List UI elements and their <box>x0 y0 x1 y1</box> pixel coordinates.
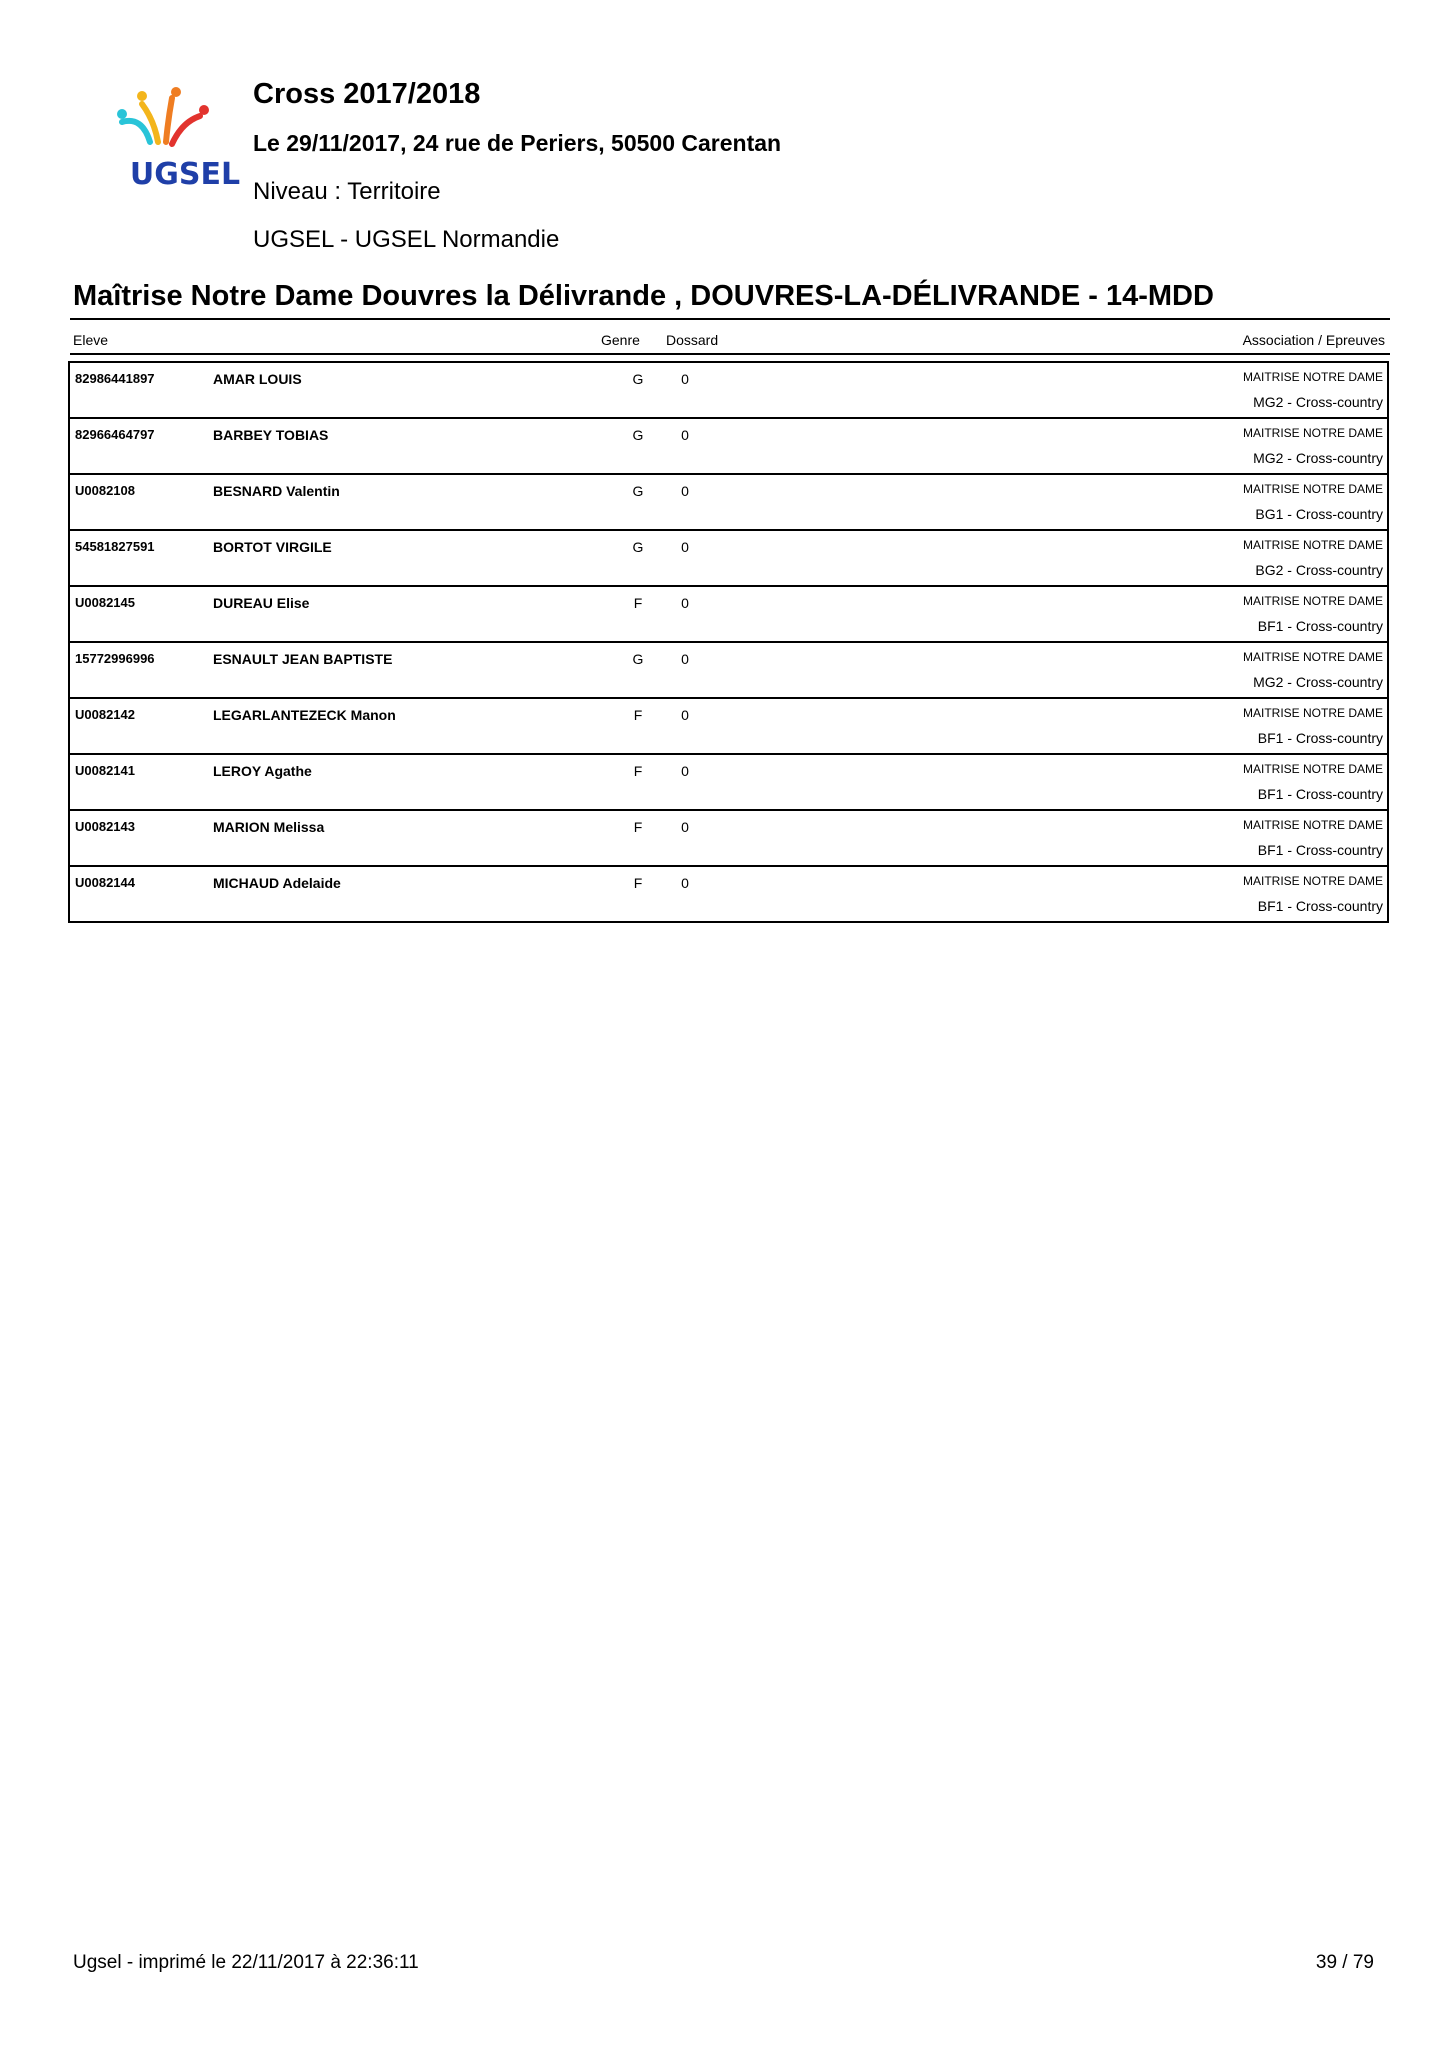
student-epreuve: MG2 - Cross-country <box>1253 674 1383 690</box>
event-date-location: Le 29/11/2017, 24 rue de Periers, 50500 Carentan <box>253 130 782 156</box>
student-name: ESNAULT JEAN BAPTISTE <box>213 651 393 667</box>
student-dossard: 0 <box>681 763 689 779</box>
student-association: MAITRISE NOTRE DAME <box>1242 874 1383 888</box>
student-epreuve: BF1 - Cross-country <box>1257 842 1383 858</box>
event-organisation: UGSEL - UGSEL Normandie <box>253 226 560 253</box>
header-divider <box>70 353 1390 355</box>
student-name: BARBEY TOBIAS <box>213 427 329 443</box>
student-id: U0082145 <box>75 595 135 610</box>
student-dossard: 0 <box>681 819 689 835</box>
column-header-association: Association / Epreuves <box>1242 332 1385 348</box>
student-dossard: 0 <box>681 651 689 667</box>
student-name: BORTOT VIRGILE <box>213 539 332 555</box>
student-epreuve: BG2 - Cross-country <box>1255 562 1383 578</box>
student-association: MAITRISE NOTRE DAME <box>1242 818 1383 832</box>
student-genre: G <box>632 483 644 499</box>
table-row <box>70 865 1387 921</box>
student-id: U0082141 <box>75 763 135 778</box>
student-genre: F <box>633 819 643 835</box>
student-dossard: 0 <box>681 427 689 443</box>
student-epreuve: BG1 - Cross-country <box>1255 506 1383 522</box>
student-name: LEGARLANTEZECK Manon <box>213 707 396 723</box>
column-header-genre: Genre <box>601 332 640 348</box>
student-dossard: 0 <box>681 707 689 723</box>
student-epreuve: BF1 - Cross-country <box>1257 730 1383 746</box>
student-name: BESNARD Valentin <box>213 483 340 499</box>
table-row <box>70 809 1387 865</box>
student-association: MAITRISE NOTRE DAME <box>1242 370 1383 384</box>
student-association: MAITRISE NOTRE DAME <box>1242 706 1383 720</box>
event-title: Cross 2017/2018 <box>253 78 481 110</box>
table-row <box>70 697 1387 753</box>
student-id: 54581827591 <box>75 539 155 554</box>
student-genre: F <box>633 595 643 611</box>
student-id: 15772996996 <box>75 651 155 666</box>
student-id: U0082144 <box>75 875 135 890</box>
table-row <box>70 473 1387 529</box>
logo-text: UGSEL <box>129 157 241 192</box>
student-epreuve: MG2 - Cross-country <box>1253 394 1383 410</box>
school-heading: Maîtrise Notre Dame Douvres la Délivrande , DOUVRES-LA-DÉLIVRANDE - 14-MDD <box>73 280 1214 312</box>
student-name: AMAR LOUIS <box>213 371 302 387</box>
student-dossard: 0 <box>681 371 689 387</box>
table-row <box>70 641 1387 697</box>
student-genre: F <box>633 707 643 723</box>
student-epreuve: BF1 - Cross-country <box>1257 786 1383 802</box>
student-dossard: 0 <box>681 483 689 499</box>
student-id: 82986441897 <box>75 371 155 386</box>
ugsel-figures-icon <box>110 80 260 210</box>
student-name: DUREAU Elise <box>213 595 310 611</box>
student-name: LEROY Agathe <box>213 763 312 779</box>
table-row <box>70 417 1387 473</box>
student-association: MAITRISE NOTRE DAME <box>1242 762 1383 776</box>
student-association: MAITRISE NOTRE DAME <box>1242 482 1383 496</box>
student-association: MAITRISE NOTRE DAME <box>1242 538 1383 552</box>
student-association: MAITRISE NOTRE DAME <box>1242 426 1383 440</box>
student-epreuve: BF1 - Cross-country <box>1257 898 1383 914</box>
page-number: 39 / 79 <box>1315 1952 1374 1973</box>
student-name: MARION Melissa <box>213 819 325 835</box>
student-genre: G <box>632 539 644 555</box>
student-association: MAITRISE NOTRE DAME <box>1242 594 1383 608</box>
student-genre: F <box>633 763 643 779</box>
student-dossard: 0 <box>681 539 689 555</box>
column-header-dossard: Dossard <box>666 332 719 348</box>
print-timestamp: Ugsel - imprimé le 22/11/2017 à 22:36:11 <box>73 1952 419 1973</box>
student-genre: G <box>632 651 644 667</box>
student-epreuve: MG2 - Cross-country <box>1253 450 1383 466</box>
ugsel-logo <box>110 80 260 210</box>
table-row <box>70 585 1387 641</box>
column-header-eleve: Eleve <box>73 332 109 348</box>
table-row <box>70 529 1387 585</box>
event-level: Niveau : Territoire <box>253 178 441 205</box>
student-dossard: 0 <box>681 875 689 891</box>
students-table <box>68 361 1389 923</box>
student-epreuve: BF1 - Cross-country <box>1257 618 1383 634</box>
student-association: MAITRISE NOTRE DAME <box>1242 650 1383 664</box>
student-name: MICHAUD Adelaide <box>213 875 341 891</box>
student-genre: F <box>633 875 643 891</box>
student-id: U0082142 <box>75 707 135 722</box>
table-row <box>70 753 1387 809</box>
student-genre: G <box>632 371 644 387</box>
heading-divider <box>70 318 1390 320</box>
student-genre: G <box>632 427 644 443</box>
student-id: U0082108 <box>75 483 135 498</box>
table-row <box>70 363 1387 417</box>
student-dossard: 0 <box>681 595 689 611</box>
student-id: 82966464797 <box>75 427 155 442</box>
student-id: U0082143 <box>75 819 135 834</box>
